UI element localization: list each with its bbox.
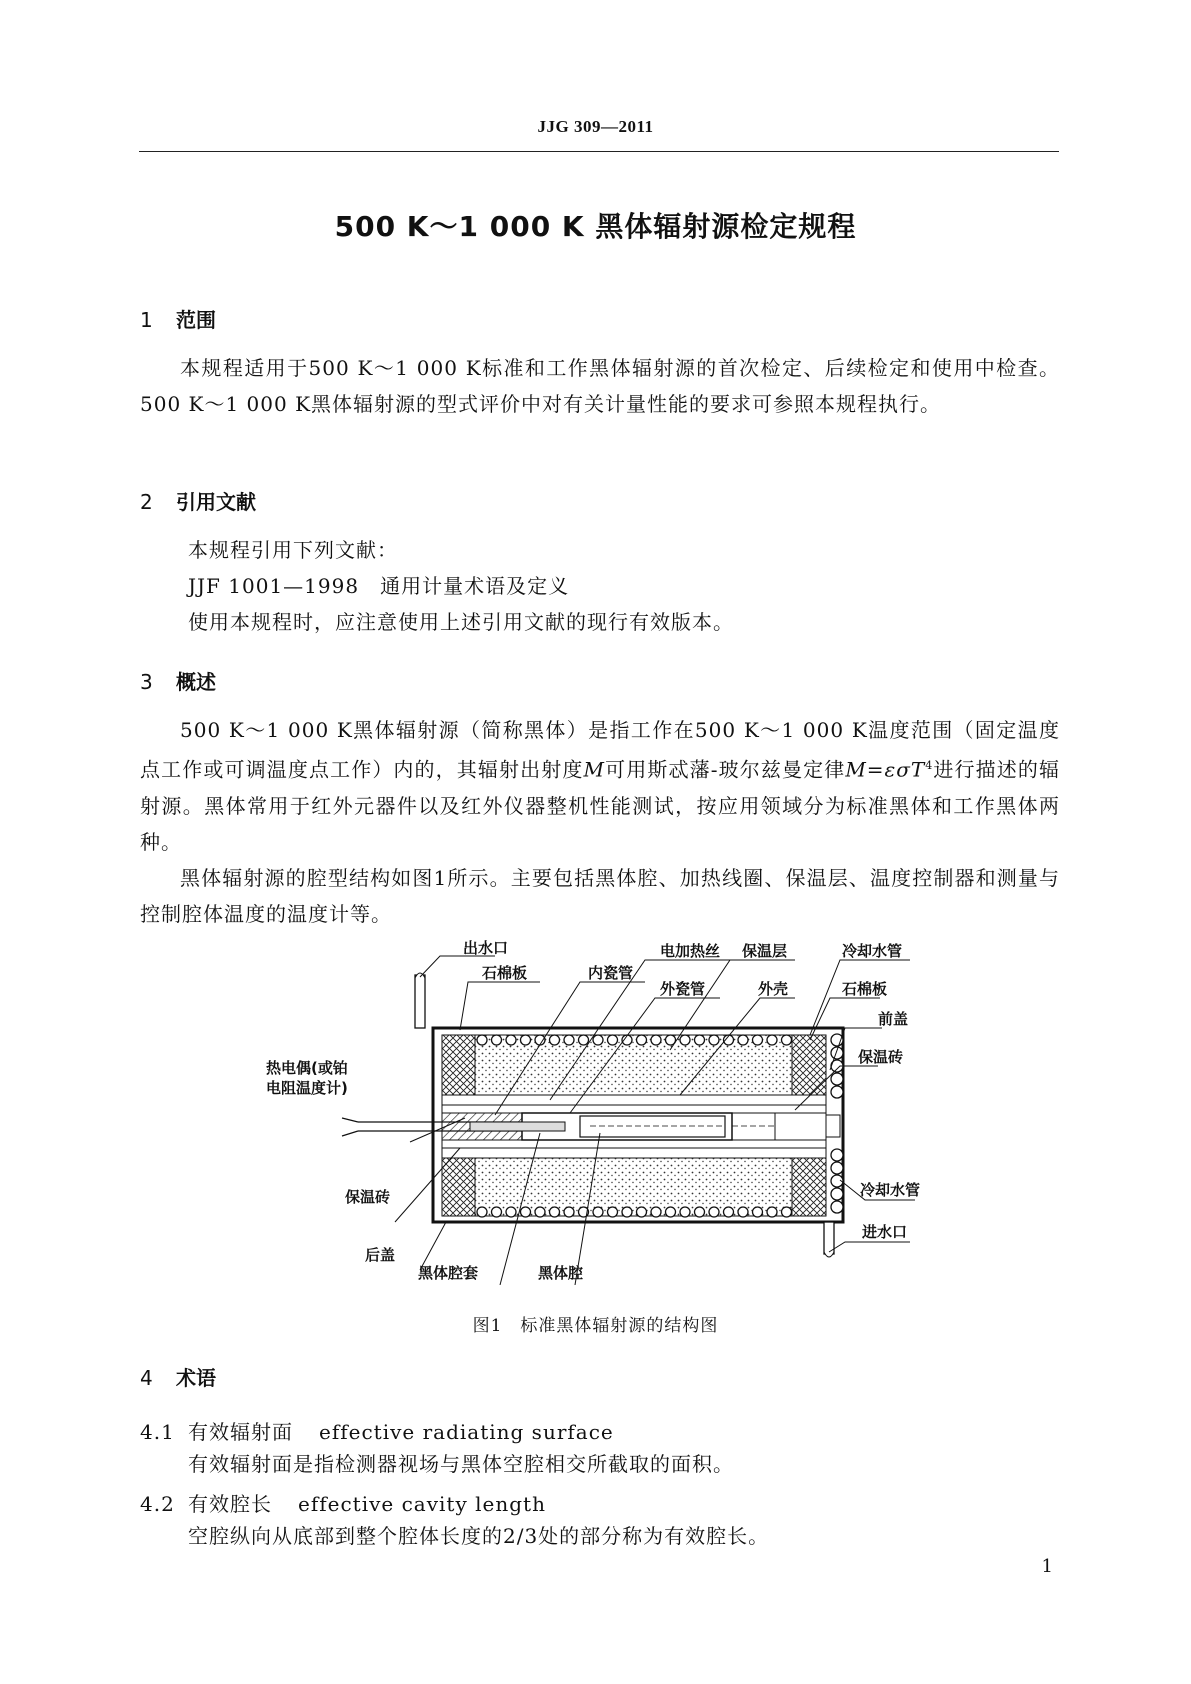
coil-turn <box>831 1149 843 1161</box>
coil-turn <box>564 1035 574 1045</box>
term-chinese: 有效辐射面 <box>188 1420 293 1444</box>
coil-turn <box>680 1207 690 1217</box>
section-title: 概述 <box>176 670 216 694</box>
label-cooling-pipe-top: 冷却水管 <box>842 942 903 960</box>
header-rule <box>139 151 1059 152</box>
section-2-heading <box>140 486 256 515</box>
coil-turn <box>753 1207 763 1217</box>
section-number: 2 <box>140 490 153 514</box>
coil-turn <box>831 1201 843 1213</box>
variable-m: M <box>583 757 605 782</box>
coil-turn <box>831 1073 843 1085</box>
outer-ceramic-tube-top <box>442 1095 826 1105</box>
stefan-boltzmann-formula: M=εσT <box>845 757 926 782</box>
label-insulation-brick-right: 保温砖 <box>858 1048 904 1066</box>
coil-turn <box>579 1035 589 1045</box>
front-cap <box>826 1115 840 1137</box>
scope-paragraph <box>140 350 1060 422</box>
coil-turn <box>831 1086 843 1098</box>
section-title: 引用文献 <box>176 490 256 514</box>
label-shell: 外壳 <box>758 980 789 998</box>
coil-turn <box>550 1035 560 1045</box>
coil-turn <box>782 1035 792 1045</box>
term-number: 4.2 <box>140 1492 175 1516</box>
asbestos-board-left-bottom <box>442 1158 475 1216</box>
term-number: 4.1 <box>140 1420 175 1444</box>
coil-turn <box>831 1188 843 1200</box>
asbestos-board-left-top <box>442 1035 475 1095</box>
coil-turn <box>767 1207 777 1217</box>
term-4-1-definition: 有效辐射面是指检测器视场与黑体空腔相交所截取的面积。 <box>188 1452 734 1476</box>
blackbody-cavity <box>580 1116 725 1137</box>
formula-exponent: 4 <box>925 759 934 772</box>
coil-turn <box>564 1207 574 1217</box>
coil-turn <box>738 1207 748 1217</box>
overview-paragraph-1 <box>140 712 1060 860</box>
term-chinese: 有效腔长 <box>188 1492 272 1516</box>
label-asbestos-right: 石棉板 <box>842 980 888 998</box>
inner-ceramic-tube-bottom <box>442 1140 826 1148</box>
coil-turn <box>695 1207 705 1217</box>
term-english: effective radiating surface <box>319 1420 614 1444</box>
coil-turn <box>695 1035 705 1045</box>
label-cavity-sleeve: 黑体腔套 <box>418 1264 479 1282</box>
coil-turn <box>738 1035 748 1045</box>
label-thermocouple-line2: 电阻温度计) <box>266 1079 348 1097</box>
coil-turn <box>680 1035 690 1045</box>
label-water-inlet: 进水口 <box>862 1223 908 1241</box>
refs-intro: 本规程引用下列文献： <box>188 538 398 562</box>
overview-text-b: 可用斯忒藩-玻尔兹曼定律 <box>605 757 846 782</box>
section-number: 4 <box>140 1366 153 1390</box>
section-title: 范围 <box>176 308 216 332</box>
inner-ceramic-tube-top <box>442 1105 826 1113</box>
water-inlet-pipe <box>824 1222 834 1254</box>
coil-turn <box>608 1207 618 1217</box>
coil-turn <box>550 1207 560 1217</box>
coil-turn <box>651 1207 661 1217</box>
figure-drawing <box>342 973 843 1257</box>
coil-turn <box>637 1035 647 1045</box>
coil-turn <box>521 1035 531 1045</box>
label-cooling-pipe-bottom: 冷却水管 <box>860 1181 921 1199</box>
coil-turn <box>709 1035 719 1045</box>
overview-paragraphs <box>140 712 1060 932</box>
coil-turn <box>831 1047 843 1059</box>
term-4-2 <box>140 1488 546 1517</box>
section-title: 术语 <box>176 1366 216 1390</box>
coil-turn <box>477 1207 487 1217</box>
label-heater: 电加热丝 <box>660 942 721 960</box>
coil-turn <box>477 1035 487 1045</box>
label-back-cover: 后盖 <box>365 1246 396 1264</box>
label-cavity: 黑体腔 <box>538 1264 584 1282</box>
figure-caption: 图1 标准黑体辐射源的结构图 <box>472 1316 719 1336</box>
outer-ceramic-tube-bottom <box>442 1148 826 1158</box>
asbestos-board-right-bottom <box>792 1158 826 1216</box>
overview-text-a: 500 K～1 000 K黑体辐射源（简称黑体）是指工作在500 K～1 000 K温度范围（固定温度点工作或可调温度点工作）内的，其辐射出射度 <box>140 718 1060 782</box>
insulation-brick-front <box>775 1113 826 1140</box>
asbestos-board-right-top <box>792 1035 826 1095</box>
document-code: JJG 309—2011 <box>537 117 654 136</box>
coil-turn <box>637 1207 647 1217</box>
label-asbestos-left: 石棉板 <box>482 964 528 982</box>
label-inner-tube: 内瓷管 <box>588 964 634 982</box>
section-4-heading <box>140 1362 216 1391</box>
coil-turn <box>782 1207 792 1217</box>
section-number: 3 <box>140 670 153 694</box>
label-thermocouple-line1: 热电偶(或铂 <box>266 1059 348 1077</box>
term-4-1 <box>140 1416 614 1445</box>
thermocouple-probe <box>470 1122 565 1131</box>
refs-note: 使用本规程时，应注意使用上述引用文献的现行有效版本。 <box>188 610 734 634</box>
section-1-heading <box>140 304 216 333</box>
coil-turn <box>608 1035 618 1045</box>
overview-text-c: 进行描述的辐射源。黑体常用于红外元器件以及红外仪器整机性能测试，按应用领域分为标准黑体和工作黑体两种。 <box>140 757 1060 854</box>
label-front-cover: 前盖 <box>878 1010 909 1028</box>
blackbody-structure-figure <box>250 940 950 1285</box>
refs-item: JJF 1001—1998 通用计量术语及定义 <box>188 574 570 598</box>
label-water-outlet: 出水口 <box>463 940 509 957</box>
coil-turn <box>709 1207 719 1217</box>
term-4-2-definition: 空腔纵向从底部到整个腔体长度的2/3处的部分称为有效腔长。 <box>188 1524 770 1548</box>
label-insulation-layer: 保温层 <box>742 942 788 960</box>
coil-turn <box>593 1207 603 1217</box>
coil-turn <box>593 1035 603 1045</box>
term-english: effective cavity length <box>298 1492 546 1516</box>
coil-turn <box>622 1207 632 1217</box>
coil-turn <box>767 1035 777 1045</box>
overview-paragraph-2: 黑体辐射源的腔型结构如图1所示。主要包括黑体腔、加热线圈、保温层、温度控制器和测量与控制腔体温度的温度计等。 <box>140 865 1060 926</box>
page-title: 500 K～1 000 K 黑体辐射源检定规程 <box>334 210 857 243</box>
label-outer-tube: 外瓷管 <box>660 980 706 998</box>
coil-turn <box>492 1035 502 1045</box>
coil-turn <box>535 1207 545 1217</box>
scope-text: 本规程适用于500 K～1 000 K标准和工作黑体辐射源的首次检定、后续检定和使用中检查。500 K～1 000 K黑体辐射源的型式评价中对有关计量性能的要求可参照本规程执行。 <box>140 356 1060 416</box>
page-number: 1 <box>1041 1556 1053 1577</box>
section-number: 1 <box>140 308 153 332</box>
coil-turn <box>506 1207 516 1217</box>
coil-turn <box>521 1207 531 1217</box>
coil-turn <box>724 1207 734 1217</box>
coil-turn <box>651 1035 661 1045</box>
coil-turn <box>506 1035 516 1045</box>
section-3-heading <box>140 666 216 695</box>
coil-turn <box>492 1207 502 1217</box>
water-outlet-pipe <box>415 975 425 1028</box>
label-insulation-brick-left: 保温砖 <box>345 1188 391 1206</box>
coil-turn <box>831 1162 843 1174</box>
coil-turn <box>753 1035 763 1045</box>
coil-turn <box>666 1207 676 1217</box>
